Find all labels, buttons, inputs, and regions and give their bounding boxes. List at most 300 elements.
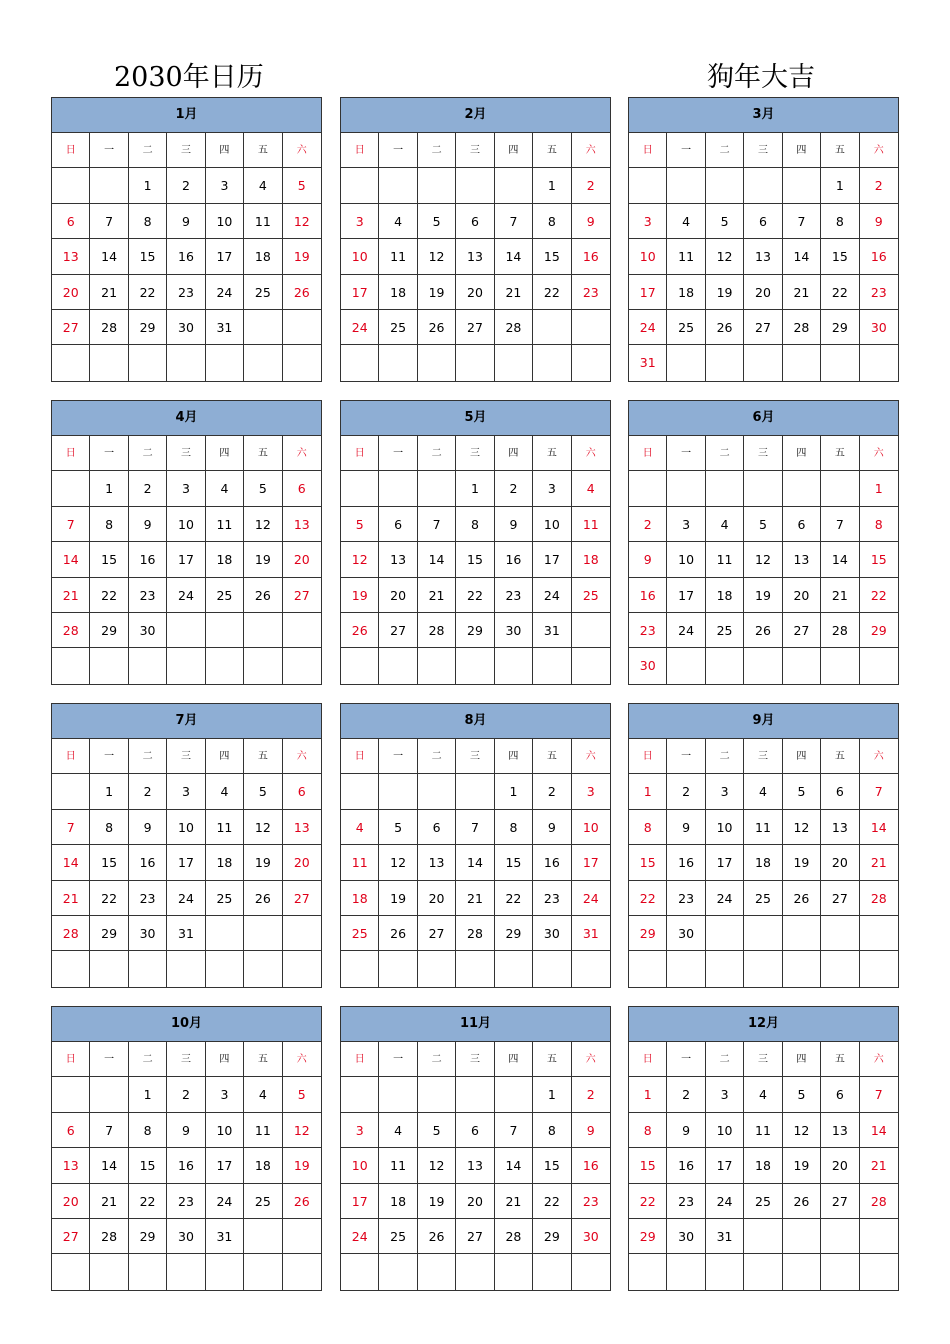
- day-cell: 5: [783, 774, 821, 809]
- empty-day-cell: [860, 1254, 898, 1289]
- month-header: 12月: [629, 1007, 898, 1042]
- weekday-label: 日: [629, 739, 667, 774]
- empty-day-cell: [418, 774, 456, 809]
- day-cell: 2: [167, 1077, 205, 1112]
- month-header: 2月: [341, 98, 610, 133]
- day-cell: 9: [129, 507, 167, 542]
- empty-day-cell: [283, 1254, 321, 1289]
- day-cell: 25: [206, 578, 244, 613]
- day-cell: 19: [783, 845, 821, 880]
- empty-day-cell: [341, 471, 379, 506]
- empty-day-cell: [90, 1077, 128, 1112]
- day-cell: 3: [667, 507, 705, 542]
- day-cell: 28: [495, 1219, 533, 1254]
- day-cell: 29: [533, 1219, 571, 1254]
- day-cell: 15: [533, 239, 571, 274]
- empty-day-cell: [167, 648, 205, 683]
- empty-day-cell: [244, 310, 282, 345]
- day-cell: 16: [667, 845, 705, 880]
- day-cell: 4: [244, 168, 282, 203]
- empty-day-cell: [379, 471, 417, 506]
- day-grid: [52, 1042, 321, 1290]
- day-cell: 27: [52, 1219, 90, 1254]
- day-cell: 8: [629, 810, 667, 845]
- month-3-calendar: [628, 97, 899, 382]
- day-cell: 6: [821, 1077, 859, 1112]
- empty-day-cell: [418, 1077, 456, 1112]
- weekday-label: 四: [495, 739, 533, 774]
- day-cell: 13: [821, 1113, 859, 1148]
- day-cell: 2: [860, 168, 898, 203]
- weekday-label: 日: [52, 739, 90, 774]
- weekday-label: 三: [456, 739, 494, 774]
- day-cell: 5: [379, 810, 417, 845]
- day-cell: 6: [783, 507, 821, 542]
- day-cell: 7: [821, 507, 859, 542]
- weekday-label: 一: [667, 436, 705, 471]
- empty-day-cell: [456, 345, 494, 380]
- weekday-label: 一: [90, 1042, 128, 1077]
- weekday-label: 三: [167, 436, 205, 471]
- day-cell: 7: [495, 204, 533, 239]
- weekday-label: 二: [706, 739, 744, 774]
- empty-day-cell: [744, 1254, 782, 1289]
- day-cell: 22: [629, 1184, 667, 1219]
- day-cell: 22: [533, 1184, 571, 1219]
- day-cell: 5: [283, 168, 321, 203]
- day-cell: 2: [129, 774, 167, 809]
- empty-day-cell: [495, 168, 533, 203]
- empty-day-cell: [167, 613, 205, 648]
- empty-day-cell: [418, 471, 456, 506]
- day-cell: 28: [456, 916, 494, 951]
- month-9-calendar: [628, 703, 899, 988]
- day-cell: 15: [629, 845, 667, 880]
- day-cell: 11: [244, 1113, 282, 1148]
- weekday-label: 五: [244, 1042, 282, 1077]
- day-cell: 16: [495, 542, 533, 577]
- day-cell: 12: [744, 542, 782, 577]
- weekday-label: 一: [667, 739, 705, 774]
- day-cell: 18: [744, 1148, 782, 1183]
- calendar-title: 2030年日历: [114, 62, 264, 93]
- weekday-label: 日: [52, 133, 90, 168]
- day-cell: 2: [667, 774, 705, 809]
- empty-day-cell: [783, 345, 821, 380]
- weekday-label: 日: [52, 436, 90, 471]
- empty-day-cell: [744, 648, 782, 683]
- weekday-label: 五: [821, 739, 859, 774]
- day-cell: 5: [418, 1113, 456, 1148]
- month-header: 9月: [629, 704, 898, 739]
- day-cell: 31: [206, 310, 244, 345]
- day-cell: 14: [52, 845, 90, 880]
- day-cell: 15: [456, 542, 494, 577]
- day-cell: 15: [821, 239, 859, 274]
- empty-day-cell: [206, 951, 244, 986]
- day-cell: 19: [379, 881, 417, 916]
- day-cell: 5: [341, 507, 379, 542]
- empty-day-cell: [341, 1077, 379, 1112]
- month-header: 6月: [629, 401, 898, 436]
- weekday-label: 五: [821, 436, 859, 471]
- day-cell: 20: [379, 578, 417, 613]
- day-cell: 9: [572, 204, 610, 239]
- weekday-label: 二: [129, 739, 167, 774]
- empty-day-cell: [341, 951, 379, 986]
- day-cell: 30: [167, 310, 205, 345]
- day-cell: 22: [456, 578, 494, 613]
- day-cell: 5: [283, 1077, 321, 1112]
- day-cell: 16: [667, 1148, 705, 1183]
- day-cell: 16: [167, 1148, 205, 1183]
- weekday-label: 四: [783, 133, 821, 168]
- empty-day-cell: [206, 345, 244, 380]
- empty-day-cell: [572, 648, 610, 683]
- day-cell: 20: [821, 1148, 859, 1183]
- day-grid: [52, 133, 321, 381]
- weekday-label: 一: [379, 133, 417, 168]
- empty-day-cell: [667, 345, 705, 380]
- day-cell: 25: [206, 881, 244, 916]
- day-cell: 15: [90, 845, 128, 880]
- day-cell: 10: [667, 542, 705, 577]
- empty-day-cell: [456, 648, 494, 683]
- weekday-label: 日: [341, 436, 379, 471]
- day-cell: 25: [706, 613, 744, 648]
- month-6-calendar: [628, 400, 899, 685]
- day-cell: 16: [572, 239, 610, 274]
- day-cell: 19: [706, 275, 744, 310]
- weekday-label: 五: [533, 133, 571, 168]
- day-cell: 18: [206, 542, 244, 577]
- weekday-label: 六: [860, 436, 898, 471]
- day-cell: 7: [90, 204, 128, 239]
- day-cell: 17: [167, 845, 205, 880]
- month-header: 11月: [341, 1007, 610, 1042]
- day-cell: 24: [572, 881, 610, 916]
- day-cell: 27: [783, 613, 821, 648]
- month-12-calendar: [628, 1006, 899, 1291]
- day-cell: 18: [379, 1184, 417, 1219]
- day-cell: 2: [533, 774, 571, 809]
- day-cell: 16: [129, 542, 167, 577]
- empty-day-cell: [418, 1254, 456, 1289]
- day-cell: 16: [533, 845, 571, 880]
- day-cell: 20: [283, 542, 321, 577]
- month-header: 3月: [629, 98, 898, 133]
- day-cell: 30: [495, 613, 533, 648]
- month-10-calendar: [51, 1006, 322, 1291]
- day-cell: 13: [456, 239, 494, 274]
- day-cell: 2: [667, 1077, 705, 1112]
- empty-day-cell: [418, 951, 456, 986]
- empty-day-cell: [456, 951, 494, 986]
- empty-day-cell: [629, 471, 667, 506]
- month-header: 7月: [52, 704, 321, 739]
- empty-day-cell: [706, 471, 744, 506]
- day-cell: 13: [52, 1148, 90, 1183]
- day-cell: 6: [418, 810, 456, 845]
- day-cell: 13: [744, 239, 782, 274]
- day-cell: 24: [706, 1184, 744, 1219]
- weekday-label: 六: [572, 436, 610, 471]
- day-cell: 17: [341, 1184, 379, 1219]
- weekday-label: 五: [244, 133, 282, 168]
- day-cell: 12: [783, 1113, 821, 1148]
- day-cell: 5: [418, 204, 456, 239]
- empty-day-cell: [206, 1254, 244, 1289]
- empty-day-cell: [418, 345, 456, 380]
- day-cell: 8: [533, 204, 571, 239]
- day-grid: [341, 1042, 610, 1290]
- empty-day-cell: [744, 471, 782, 506]
- day-cell: 27: [456, 1219, 494, 1254]
- day-cell: 7: [860, 774, 898, 809]
- empty-day-cell: [129, 345, 167, 380]
- day-cell: 11: [744, 1113, 782, 1148]
- day-cell: 6: [283, 774, 321, 809]
- day-cell: 26: [244, 578, 282, 613]
- empty-day-cell: [783, 1219, 821, 1254]
- day-cell: 24: [629, 310, 667, 345]
- day-cell: 10: [206, 204, 244, 239]
- empty-day-cell: [495, 1077, 533, 1112]
- weekday-label: 六: [572, 1042, 610, 1077]
- day-cell: 27: [52, 310, 90, 345]
- day-cell: 17: [206, 1148, 244, 1183]
- day-cell: 29: [90, 613, 128, 648]
- day-grid: [629, 1042, 898, 1290]
- day-cell: 17: [206, 239, 244, 274]
- day-cell: 14: [495, 1148, 533, 1183]
- day-cell: 4: [744, 774, 782, 809]
- day-cell: 21: [860, 1148, 898, 1183]
- day-grid: [629, 739, 898, 987]
- day-cell: 18: [379, 275, 417, 310]
- empty-day-cell: [533, 648, 571, 683]
- day-cell: 28: [783, 310, 821, 345]
- empty-day-cell: [167, 951, 205, 986]
- day-cell: 21: [860, 845, 898, 880]
- empty-day-cell: [341, 168, 379, 203]
- day-cell: 12: [244, 507, 282, 542]
- empty-day-cell: [783, 648, 821, 683]
- day-cell: 1: [90, 774, 128, 809]
- month-1-calendar: [51, 97, 322, 382]
- day-cell: 13: [456, 1148, 494, 1183]
- day-cell: 23: [629, 613, 667, 648]
- day-cell: 1: [629, 774, 667, 809]
- day-cell: 30: [533, 916, 571, 951]
- weekday-label: 日: [52, 1042, 90, 1077]
- weekday-label: 五: [533, 436, 571, 471]
- day-cell: 3: [572, 774, 610, 809]
- weekday-label: 四: [783, 739, 821, 774]
- month-header: 1月: [52, 98, 321, 133]
- day-cell: 3: [206, 168, 244, 203]
- empty-day-cell: [283, 613, 321, 648]
- empty-day-cell: [90, 1254, 128, 1289]
- day-cell: 7: [52, 507, 90, 542]
- day-cell: 20: [52, 1184, 90, 1219]
- day-cell: 5: [744, 507, 782, 542]
- day-cell: 28: [821, 613, 859, 648]
- empty-day-cell: [744, 951, 782, 986]
- weekday-label: 二: [129, 133, 167, 168]
- day-cell: 21: [456, 881, 494, 916]
- empty-day-cell: [129, 1254, 167, 1289]
- weekday-label: 五: [821, 133, 859, 168]
- day-cell: 21: [52, 578, 90, 613]
- day-cell: 1: [860, 471, 898, 506]
- day-cell: 22: [90, 578, 128, 613]
- day-cell: 14: [860, 810, 898, 845]
- empty-day-cell: [706, 168, 744, 203]
- empty-day-cell: [860, 951, 898, 986]
- empty-day-cell: [667, 168, 705, 203]
- day-cell: 17: [706, 1148, 744, 1183]
- empty-day-cell: [283, 648, 321, 683]
- day-cell: 4: [572, 471, 610, 506]
- weekday-label: 六: [860, 739, 898, 774]
- day-cell: 8: [90, 507, 128, 542]
- empty-day-cell: [379, 168, 417, 203]
- day-cell: 12: [283, 1113, 321, 1148]
- empty-day-cell: [244, 345, 282, 380]
- day-cell: 26: [418, 310, 456, 345]
- day-cell: 24: [706, 881, 744, 916]
- day-cell: 31: [706, 1219, 744, 1254]
- empty-day-cell: [572, 310, 610, 345]
- empty-day-cell: [456, 1254, 494, 1289]
- month-2-calendar: [340, 97, 611, 382]
- day-cell: 10: [629, 239, 667, 274]
- day-cell: 11: [706, 542, 744, 577]
- empty-day-cell: [244, 1254, 282, 1289]
- weekday-label: 五: [533, 1042, 571, 1077]
- empty-day-cell: [821, 1219, 859, 1254]
- day-cell: 17: [629, 275, 667, 310]
- empty-day-cell: [495, 951, 533, 986]
- day-cell: 19: [418, 275, 456, 310]
- day-cell: 8: [533, 1113, 571, 1148]
- day-cell: 23: [495, 578, 533, 613]
- day-cell: 6: [821, 774, 859, 809]
- day-cell: 16: [629, 578, 667, 613]
- empty-day-cell: [244, 951, 282, 986]
- day-cell: 9: [667, 810, 705, 845]
- empty-day-cell: [533, 1254, 571, 1289]
- day-cell: 1: [129, 1077, 167, 1112]
- empty-day-cell: [533, 310, 571, 345]
- empty-day-cell: [667, 471, 705, 506]
- weekday-label: 一: [90, 436, 128, 471]
- day-cell: 6: [283, 471, 321, 506]
- day-cell: 28: [418, 613, 456, 648]
- day-cell: 22: [821, 275, 859, 310]
- day-cell: 9: [572, 1113, 610, 1148]
- month-5-calendar: [340, 400, 611, 685]
- day-cell: 25: [744, 1184, 782, 1219]
- weekday-label: 一: [90, 133, 128, 168]
- day-cell: 10: [533, 507, 571, 542]
- day-cell: 15: [129, 1148, 167, 1183]
- weekday-label: 六: [572, 739, 610, 774]
- empty-day-cell: [495, 1254, 533, 1289]
- day-cell: 16: [572, 1148, 610, 1183]
- month-7-calendar: [51, 703, 322, 988]
- day-cell: 8: [129, 1113, 167, 1148]
- weekday-label: 一: [379, 436, 417, 471]
- month-header: 10月: [52, 1007, 321, 1042]
- day-cell: 21: [90, 275, 128, 310]
- weekday-label: 四: [206, 739, 244, 774]
- day-cell: 2: [167, 168, 205, 203]
- empty-day-cell: [456, 1077, 494, 1112]
- day-cell: 29: [129, 310, 167, 345]
- day-cell: 18: [744, 845, 782, 880]
- empty-day-cell: [341, 648, 379, 683]
- day-cell: 18: [706, 578, 744, 613]
- day-cell: 9: [860, 204, 898, 239]
- empty-day-cell: [629, 1254, 667, 1289]
- day-cell: 13: [418, 845, 456, 880]
- empty-day-cell: [783, 471, 821, 506]
- day-cell: 20: [456, 1184, 494, 1219]
- weekday-label: 六: [860, 133, 898, 168]
- day-cell: 5: [783, 1077, 821, 1112]
- day-cell: 25: [244, 275, 282, 310]
- day-cell: 26: [244, 881, 282, 916]
- empty-day-cell: [629, 951, 667, 986]
- day-cell: 8: [90, 810, 128, 845]
- day-cell: 28: [860, 881, 898, 916]
- month-8-calendar: [340, 703, 611, 988]
- empty-day-cell: [283, 951, 321, 986]
- day-cell: 21: [783, 275, 821, 310]
- empty-day-cell: [783, 1254, 821, 1289]
- day-cell: 4: [667, 204, 705, 239]
- weekday-label: 三: [744, 436, 782, 471]
- day-cell: 19: [783, 1148, 821, 1183]
- day-cell: 4: [744, 1077, 782, 1112]
- day-cell: 27: [821, 1184, 859, 1219]
- day-cell: 25: [341, 916, 379, 951]
- day-cell: 31: [206, 1219, 244, 1254]
- day-cell: 23: [533, 881, 571, 916]
- day-cell: 2: [572, 168, 610, 203]
- empty-day-cell: [860, 1219, 898, 1254]
- empty-day-cell: [90, 648, 128, 683]
- day-cell: 26: [783, 881, 821, 916]
- day-cell: 21: [52, 881, 90, 916]
- day-cell: 26: [744, 613, 782, 648]
- day-cell: 19: [744, 578, 782, 613]
- empty-day-cell: [379, 1254, 417, 1289]
- day-cell: 23: [129, 578, 167, 613]
- empty-day-cell: [456, 774, 494, 809]
- day-cell: 26: [283, 1184, 321, 1219]
- day-cell: 29: [90, 916, 128, 951]
- weekday-label: 四: [206, 436, 244, 471]
- empty-day-cell: [52, 774, 90, 809]
- weekday-label: 二: [418, 133, 456, 168]
- weekday-label: 二: [706, 133, 744, 168]
- day-cell: 15: [629, 1148, 667, 1183]
- day-cell: 31: [533, 613, 571, 648]
- day-cell: 10: [572, 810, 610, 845]
